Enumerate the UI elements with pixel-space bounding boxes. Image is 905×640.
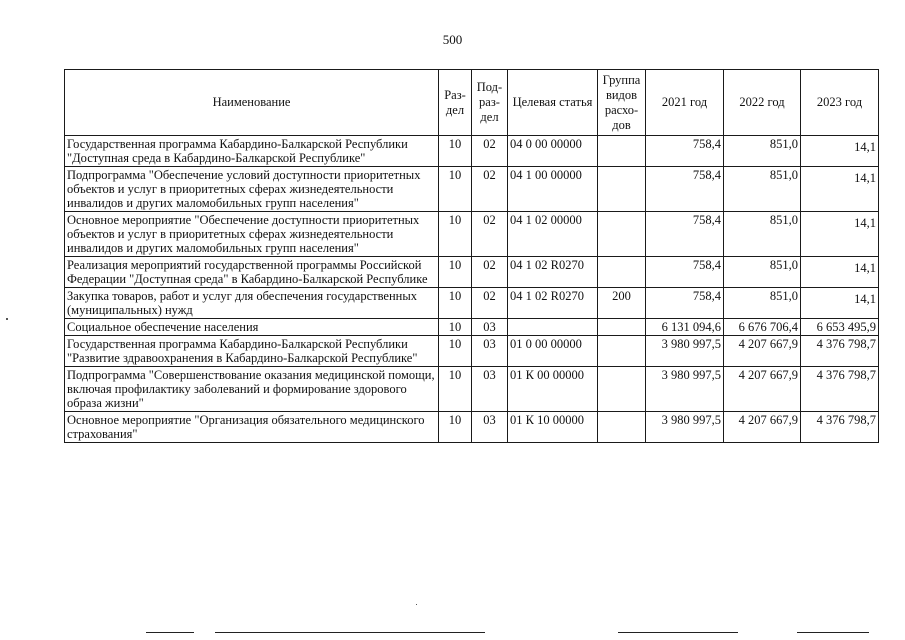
table-row [65, 288, 879, 319]
footer-rule [215, 632, 485, 633]
footer-rule [797, 632, 869, 633]
row-section: 10 [439, 212, 472, 257]
row-section: 10 [439, 336, 472, 367]
row-2021: 3 980 997,5 [646, 367, 724, 412]
row-2023: 4 376 798,7 [801, 336, 879, 367]
header-2023: 2023 год [801, 70, 879, 136]
row-2022: 4 207 667,9 [724, 336, 801, 367]
row-2023: 4 376 798,7 [801, 367, 879, 412]
table-row [65, 319, 879, 336]
row-target [508, 319, 598, 336]
row-subsection: 02 [472, 257, 508, 288]
row-2021: 758,4 [646, 167, 724, 212]
row-subsection: 02 [472, 212, 508, 257]
row-expense-group: 200 [598, 288, 646, 319]
row-name: Основное мероприятие "Организация обязательного медицинского страхования" [65, 412, 439, 443]
row-2021: 758,4 [646, 257, 724, 288]
row-2023: 14,1 [801, 257, 879, 288]
footer-rule [146, 632, 194, 633]
table-row [65, 136, 879, 167]
row-subsection: 03 [472, 336, 508, 367]
row-2021: 758,4 [646, 136, 724, 167]
table-row [65, 336, 879, 367]
row-expense-group [598, 319, 646, 336]
row-name: Основное мероприятие "Обеспечение доступности приоритетных объектов и услуг в приоритетных сферах жизнедеятельности инвалидов и других маломобильных групп населения" [65, 212, 439, 257]
row-subsection: 03 [472, 412, 508, 443]
row-name: Подпрограмма "Обеспечение условий доступности приоритетных объектов и услуг в приоритетных сферах жизнедеятельности инвалидов и других маломобильных групп населения" [65, 167, 439, 212]
scan-artifact-dot [6, 318, 8, 320]
row-2021: 3 980 997,5 [646, 412, 724, 443]
row-expense-group [598, 257, 646, 288]
row-target: 04 1 02 R0270 [508, 257, 598, 288]
row-target: 01 К 10 00000 [508, 412, 598, 443]
row-target: 01 К 00 00000 [508, 367, 598, 412]
header-row [65, 70, 879, 136]
row-2023: 14,1 [801, 167, 879, 212]
row-name: Социальное обеспечение населения [65, 319, 439, 336]
row-expense-group [598, 336, 646, 367]
header-expense-group: Группа видов расхо-дов [598, 70, 646, 136]
row-name: Государственная программа Кабардино-Балкарской Республики "Развитие здравоохранения в Кабардино-Балкарской Республике" [65, 336, 439, 367]
scan-artifact-dot [416, 604, 417, 605]
row-2023: 14,1 [801, 136, 879, 167]
footer-rule [618, 632, 738, 633]
row-2021: 3 980 997,5 [646, 336, 724, 367]
row-2022: 851,0 [724, 288, 801, 319]
row-expense-group [598, 367, 646, 412]
row-expense-group [598, 212, 646, 257]
header-section: Раз-дел [439, 70, 472, 136]
table-row [65, 167, 879, 212]
row-section: 10 [439, 136, 472, 167]
row-name: Закупка товаров, работ и услуг для обеспечения государственных (муниципальных) нужд [65, 288, 439, 319]
table-row [65, 257, 879, 288]
row-section: 10 [439, 319, 472, 336]
row-2021: 6 131 094,6 [646, 319, 724, 336]
row-section: 10 [439, 367, 472, 412]
table-row [65, 212, 879, 257]
row-expense-group [598, 136, 646, 167]
row-2023: 14,1 [801, 212, 879, 257]
page-number: 500 [442, 32, 463, 47]
row-section: 10 [439, 288, 472, 319]
row-2023: 6 653 495,9 [801, 319, 879, 336]
row-subsection: 02 [472, 167, 508, 212]
row-section: 10 [439, 412, 472, 443]
row-2022: 4 207 667,9 [724, 367, 801, 412]
row-subsection: 02 [472, 288, 508, 319]
row-2022: 6 676 706,4 [724, 319, 801, 336]
row-target: 04 1 00 00000 [508, 167, 598, 212]
header-name: Наименование [65, 70, 439, 136]
row-2023: 4 376 798,7 [801, 412, 879, 443]
table-row [65, 367, 879, 412]
row-2021: 758,4 [646, 212, 724, 257]
row-2022: 851,0 [724, 212, 801, 257]
table-row [65, 412, 879, 443]
row-2023: 14,1 [801, 288, 879, 319]
row-subsection: 03 [472, 367, 508, 412]
row-name: Реализация мероприятий государственной программы Российской Федерации "Доступная среда" в Кабардино-Балкарской Республике [65, 257, 439, 288]
row-target: 01 0 00 00000 [508, 336, 598, 367]
row-2022: 851,0 [724, 167, 801, 212]
row-section: 10 [439, 257, 472, 288]
row-section: 10 [439, 167, 472, 212]
row-name: Подпрограмма "Совершенствование оказания медицинской помощи, включая профилактику заболеваний и формирование здорового образа жизни" [65, 367, 439, 412]
header-2022: 2022 год [724, 70, 801, 136]
row-target: 04 1 02 00000 [508, 212, 598, 257]
header-target: Целевая статья [508, 70, 598, 136]
row-name: Государственная программа Кабардино-Балкарской Республики "Доступная среда в Кабардино-Балкарской Республике" [65, 136, 439, 167]
row-subsection: 02 [472, 136, 508, 167]
header-subsection: Под-раз-дел [472, 70, 508, 136]
row-target: 04 0 00 00000 [508, 136, 598, 167]
row-2022: 851,0 [724, 136, 801, 167]
row-expense-group [598, 167, 646, 212]
row-expense-group [598, 412, 646, 443]
row-2021: 758,4 [646, 288, 724, 319]
header-2021: 2021 год [646, 70, 724, 136]
row-2022: 851,0 [724, 257, 801, 288]
budget-table [64, 69, 879, 443]
row-target: 04 1 02 R0270 [508, 288, 598, 319]
row-subsection: 03 [472, 319, 508, 336]
row-2022: 4 207 667,9 [724, 412, 801, 443]
